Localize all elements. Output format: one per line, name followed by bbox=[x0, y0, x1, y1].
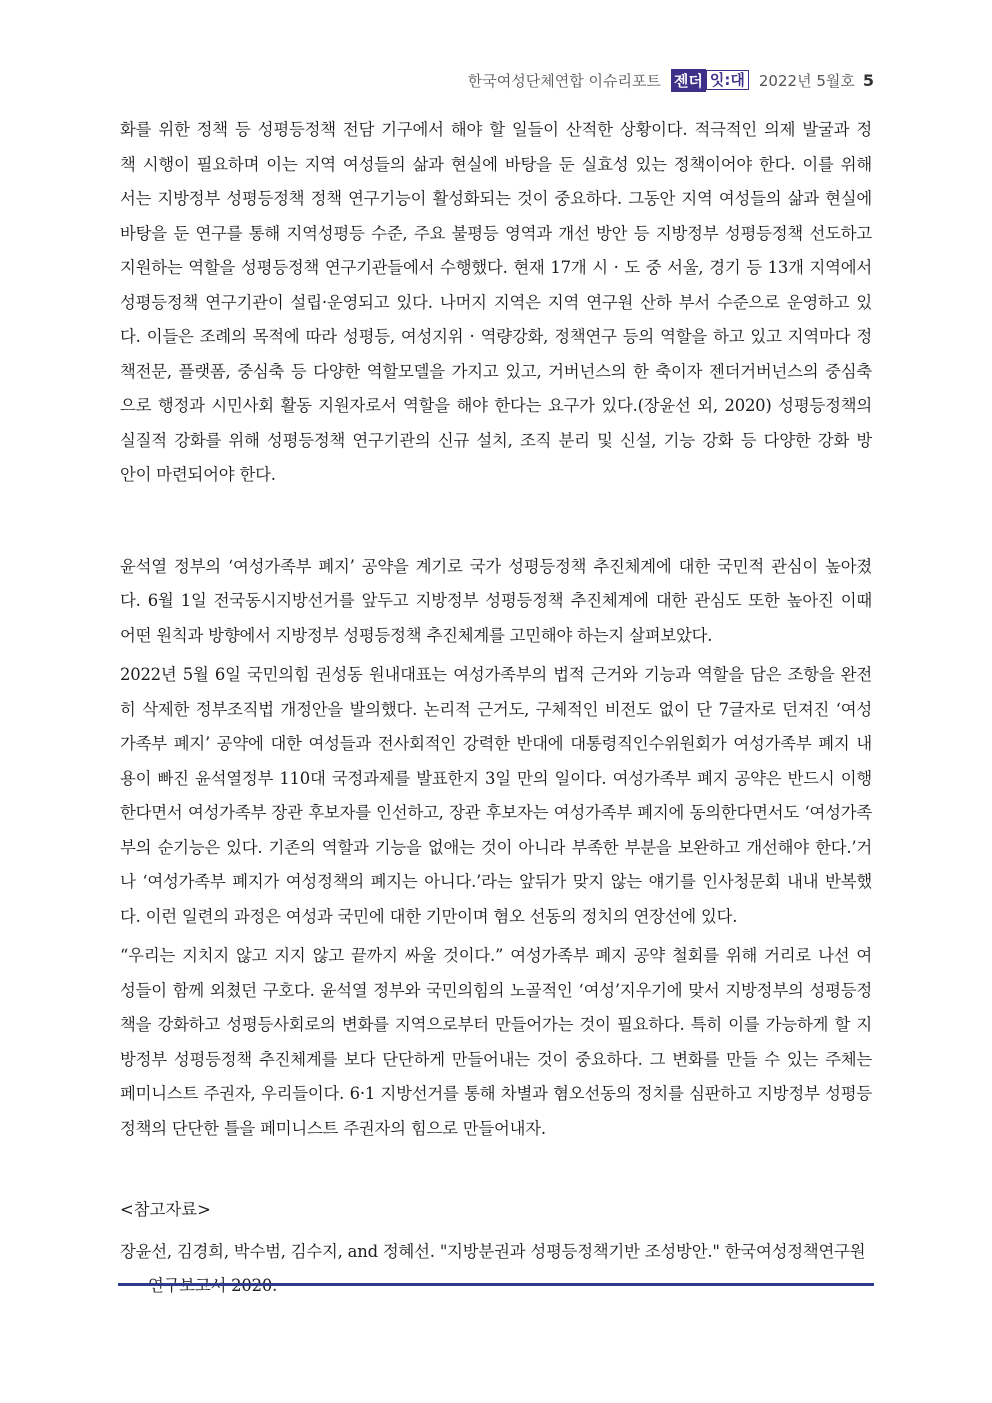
brand-logo bbox=[671, 69, 749, 92]
text-line: 으로 행정과 시민사회 활동 지원자로서 역할을 해야 한다는 요구가 있다.(장윤선 외, 2020) 성평등정책의 bbox=[120, 396, 872, 415]
section-spacer bbox=[120, 498, 872, 550]
text-line: 다. 6월 1일 전국동시지방선거를 앞두고 지방정부 성평등정책 추진체계에 대한 관심도 또한 높아진 이때 bbox=[120, 591, 872, 610]
text-line: 윤석열 정부의 ‘여성가족부 폐지’ 공약을 계기로 국가 성평등정책 추진체계에 대한 국민적 관심이 높아졌 bbox=[120, 556, 872, 576]
text-line: 책 시행이 필요하며 이는 지역 여성들의 삶과 현실에 바탕을 둔 실효성 있는 정책이어야 한다. 이를 위해 bbox=[120, 154, 872, 174]
text-line: 지원하는 역할을 성평등정책 연구기관들에서 수행했다. 현재 17개 시 · 도 중 서울, 경기 등 13개 지역에서 bbox=[120, 258, 872, 277]
text-line: 어떤 원칙과 방향에서 지방정부 성평등정책 추진체계를 고민해야 하는지 살펴보았다. bbox=[120, 625, 713, 645]
text-line: 화를 위한 정책 등 성평등정책 전담 기구에서 해야 할 일들이 산적한 상황이다. 적극적인 의제 발굴과 정 bbox=[120, 120, 872, 139]
text-line: 책을 강화하고 성평등사회로의 변화를 지역으로부터 만들어가는 것이 필요하다. 특히 이를 가능하게 할 지 bbox=[120, 1015, 872, 1034]
text-line: 방정부 성평등정책 추진체계를 보다 단단하게 만들어내는 것이 중요하다. 그 변화를 만들 수 있는 주체는 bbox=[120, 1049, 872, 1069]
text-line: 성들이 함께 외쳤던 구호다. 윤석열 정부와 국민의힘의 노골적인 ‘여성’지우기에 맞서 지방정부의 성평등정 bbox=[120, 980, 872, 1000]
page-header bbox=[468, 66, 874, 94]
paragraph-3 bbox=[120, 658, 872, 934]
text-line: 바탕을 둔 연구를 통해 지역성평등 수준, 주요 불평등 영역과 개선 방안 등 지방정부 성평등정책 선도하고 bbox=[120, 223, 872, 243]
paragraph-2 bbox=[120, 550, 872, 654]
references-title: <참고자료> bbox=[120, 1200, 211, 1219]
article-body bbox=[120, 113, 872, 1303]
text-line: “우리는 지치지 않고 지지 않고 끝까지 싸울 것이다.” 여성가족부 폐지 공약 철회를 위해 거리로 나선 여 bbox=[120, 946, 872, 965]
paragraph-4 bbox=[120, 939, 872, 1146]
text-line: 부의 순기능은 있다. 기존의 역할과 기능을 없애는 것이 아니라 부족한 부분을 보완하고 개선해야 한다.’거 bbox=[120, 837, 872, 857]
text-line: 서는 지방정부 성평등정책 정책 연구기능이 활성화되는 것이 중요하다. 그동안 지역 여성들의 삶과 현실에 bbox=[120, 189, 872, 208]
text-line: 나 ‘여성가족부 폐지가 여성정책의 폐지는 아니다.’라는 앞뒤가 맞지 않는 얘기를 인사청문회 내내 반복했 bbox=[120, 872, 872, 891]
publisher-name: 한국여성단체연합 이슈리포트 bbox=[467, 71, 661, 90]
text-line: 실질적 강화를 위해 성평등정책 연구기관의 신규 설치, 조직 분리 및 신설, 기능 강화 등 다양한 강화 방 bbox=[120, 430, 872, 450]
reference-entry: 장윤선, 김경희, 박수범, 김수지, and 정혜선. "지방분권과 성평등정책기반 조성방안." 한국여성정책연구원 bbox=[120, 1242, 866, 1261]
paragraph-1 bbox=[120, 113, 872, 493]
text-line: 2022년 5월 6일 국민의힘 권성동 원내대표는 여성가족부의 법적 근거와 기능과 역할을 담은 조항을 완전 bbox=[120, 665, 872, 684]
text-line: 성평등정책 연구기관이 설립·운영되고 있다. 나머지 지역은 지역 연구원 산하 부서 수준으로 운영하고 있 bbox=[120, 292, 872, 312]
text-line: 정책의 단단한 틀을 페미니스트 주권자의 힘으로 만들어내자. bbox=[120, 1118, 546, 1138]
text-line: 용이 빠진 윤석열정부 110대 국정과제를 발표한지 3일 만의 일이다. 여성가족부 폐지 공약은 반드시 이행 bbox=[120, 768, 872, 788]
text-line: 가족부 폐지’ 공약에 대한 여성들과 전사회적인 강력한 반대에 대통령직인수위원회가 여성가족부 폐지 내 bbox=[120, 734, 872, 753]
text-line: 페미니스트 주권자, 우리들이다. 6·1 지방선거를 통해 차별과 혐오선동의 정치를 심판하고 지방정부 성평등 bbox=[120, 1084, 872, 1103]
text-line: 히 삭제한 정부조직법 개정안을 발의했다. 논리적 근거도, 구체적인 비전도 없이 단 7글자로 던져진 ‘여성 bbox=[120, 699, 872, 719]
issue-date: 2022년 5월호 bbox=[758, 71, 855, 90]
bottom-divider bbox=[118, 1283, 874, 1286]
brand-logo-part2: 잇:대 bbox=[706, 70, 749, 90]
text-line: 다. 이런 일련의 과정은 여성과 국민에 대한 기만이며 혐오 선동의 정치의 연장선에 있다. bbox=[120, 906, 738, 926]
text-line: 안이 마련되어야 한다. bbox=[120, 465, 276, 484]
section-spacer bbox=[120, 1151, 872, 1193]
page-number: 5 bbox=[862, 70, 874, 90]
text-line: 한다면서 여성가족부 장관 후보자를 인선하고, 장관 후보자는 여성가족부 폐지에 동의한다면서도 ‘여성가족 bbox=[120, 803, 872, 822]
text-line: 다. 이들은 조례의 목적에 따라 성평등, 여성지위 · 역량강화, 정책연구 등의 역할을 하고 있고 지역마다 정 bbox=[120, 327, 872, 346]
brand-logo-part1: 젠더 bbox=[671, 69, 706, 92]
text-line: 책전문, 플랫폼, 중심축 등 다양한 역할모델을 가지고 있고, 거버넌스의 한 축이자 젠더거버넌스의 중심축 bbox=[120, 361, 872, 381]
